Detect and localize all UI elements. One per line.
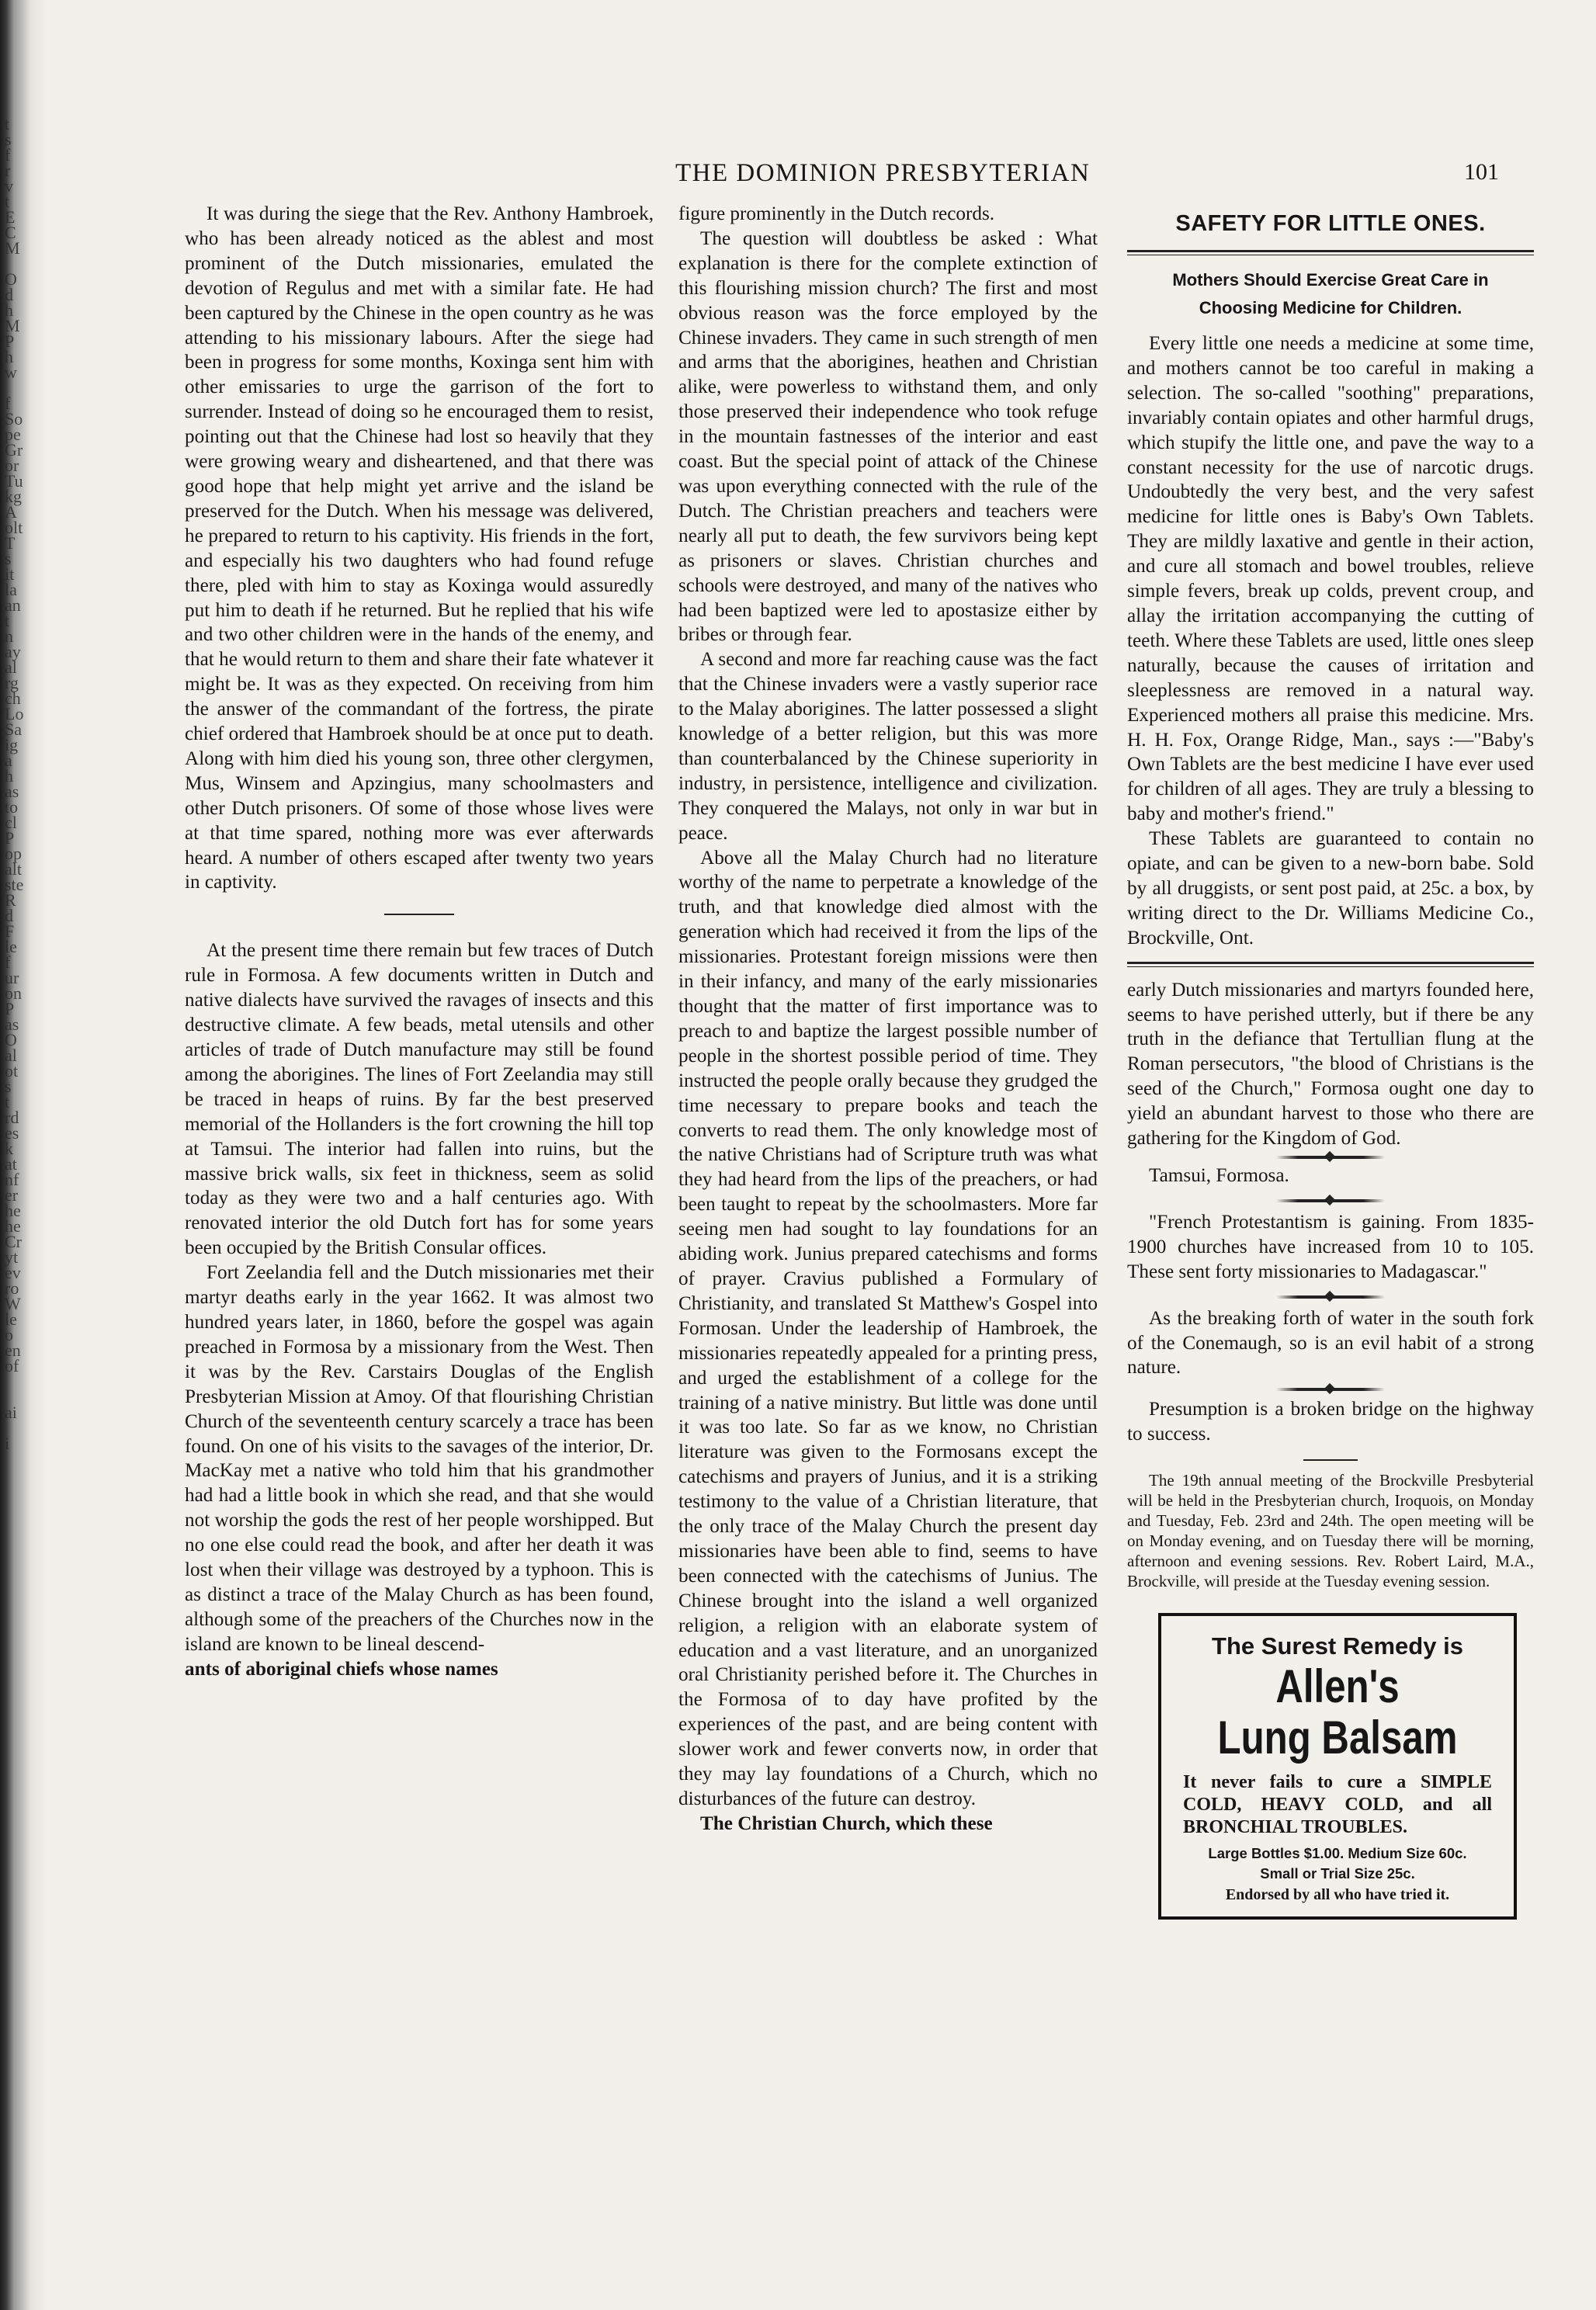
column-1 xyxy=(185,202,654,1682)
page-header xyxy=(0,159,1596,198)
column-2 xyxy=(678,202,1098,1837)
paragraph: Presumption is a broken bridge on the highway to success. xyxy=(1127,1399,1534,1445)
paragraph: Fort Zeelandia fell and the Dutch missionaries met their martyr deaths early in the year 1662. It was almost two hundred years later, in 1860, before the gospel was again preached in Formosa by a missionary from the West. Then it was by the Rev. Carstairs Douglas of the English Presbyterian Mission at Amoy. Of that flourishing Christian Church of the seventeenth century scarcely a trace has been found. On one of his visits to the savages of the interior, Dr. MacKay met a native who told him that his grandmother had had a little book in which she read, and that she would not worship the gods the rest of her people worshipped. But no one else could read the book, and after her death it was lost when their village was destroyed by a typhoon. This is as distinct a trace of the Malay Church as has been found, although some of the preachers of the Churches now in the island are known to be lineal descend- xyxy=(185,1262,654,1655)
column-3 xyxy=(1127,202,1534,1920)
column-last-line: The Christian Church, which these xyxy=(700,1812,993,1834)
paragraph: A second and more far reaching cause was the fact that the Chinese invaders were a vastly superior race to the Malay aborigines. The latter possessed a slight knowledge of a better religion, but this was more than counterbalanced by the Chinese superiority in industry, in persistence, intelligence and civilization. They conquered the Malays, not only in war but in peace. xyxy=(678,649,1098,844)
advertisement-subhead: Mothers Should Exercise Great Care in xyxy=(1172,270,1489,290)
running-title: THE DOMINION PRESBYTERIAN xyxy=(675,159,1091,187)
ornamental-rule xyxy=(1276,1388,1385,1391)
ornamental-rule xyxy=(1276,1156,1385,1159)
paragraph: As the breaking forth of water in the south fork of the Conemaugh, so is an evil habit of a strong nature. xyxy=(1127,1307,1534,1379)
double-rule xyxy=(1127,962,1534,967)
ad-prices: Small or Trial Size 25c. xyxy=(1260,1865,1415,1882)
paragraph: "French Protestantism is gaining. From 1835-1900 churches have increased from 10 to 105. These sent forty missionaries to Madagascar." xyxy=(1127,1211,1534,1282)
ornamental-rule xyxy=(1276,1295,1385,1299)
paragraph: The question will doubtless be asked : What explanation is there for the complete extinction of this flourishing mission church? The first and most obvious reason was the force employed by the Chinese invaders. They came in such strength of men and arms that the aborigines, heathen and Christian alike, were powerless to withstand them, and only those preserved their independence who took refuge in the mountain fastnesses of the interior and east coast. But the special point of attack of the Chinese was upon everything connected with the rule of the Dutch. The Christian preachers and teachers were nearly all put to death, the few survivors being kept as prisoners or slaves. Christian churches and schools were destroyed, and many of the natives who had been baptized were led to apostasize either by bribes or through fear. xyxy=(678,227,1098,646)
meeting-notice: The 19th annual meeting of the Brockville Presbyterial will be held in the Presbyterian church, Iroquois, on Monday and Tuesday, Feb. 23rd and 24th. The open meeting will be on Monday evening, and on Tuesday there will be morning, afternoon and evening sessions. Rev. Robert Laird, M.A., Brockville, will preside at the Tuesday evening session. xyxy=(1127,1471,1534,1591)
signoff: Tamsui, Formosa. xyxy=(1149,1165,1289,1186)
ornamental-rule xyxy=(1276,1199,1385,1202)
column-last-line: ants of aboriginal chiefs whose names xyxy=(185,1658,498,1680)
page-number: 101 xyxy=(1464,159,1499,185)
ad-prices: Large Bottles $1.00. Medium Size 60c. xyxy=(1208,1845,1467,1862)
short-rule xyxy=(1303,1459,1358,1461)
double-rule xyxy=(1127,250,1534,255)
paragraph: It was during the siege that the Rev. Anthony Hambroek, who has been already noticed as the ablest and most prominent of the Dutch missionaries, emulated the devotion of Regulus and met with a similar fate. He had been captured by the Chinese in the open country as he was attending to his missionary labours. After the siege had been in progress for some months, Koxinga sent him with other emissaries to urge the garrison of the fort to surrender. Instead of doing so he encouraged them to resist, pointing out that the Chinese had lost so heavily that they were growing weary and disheartened, and that there was good hope that help might yet arrive and the island be preserved for the Dutch. When his message was delivered, he prepared to return to his captivity. His friends in the fort, and especially his two daughters who had found refuge there, pled with him to stay as Koxinga would assuredly put him to death if he returned. But he replied that his wife and two other children were in the hands of the enemy, and that he would return to them and share their fate whatever it might be. It was as they expected. On receiving from him the answer of the commandant of the fortress, the pirate chief ordered that Hambroek should be at once put to death. Along with him died his young son, three other clergymen, Mus, Winsem and Apzingius, many schoolmasters and other Dutch prisoners. Of some of those whose lives were at that time spared, nothing more was ever afterwards heard. A number of others escaped after twenty two years in captivity. xyxy=(185,203,654,893)
ad-title: Allen's xyxy=(1275,1660,1400,1713)
section-break xyxy=(185,915,654,938)
ad-title: Lung Balsam xyxy=(1217,1712,1458,1764)
advertisement-subhead: Choosing Medicine for Children. xyxy=(1199,298,1462,317)
paragraph: At the present time there remain but few traces of Dutch rule in Formosa. A few documents written in Dutch and native dialects have survived the ravages of insects and this destructive climate. A few beads, metal utensils and other articles of trade of Dutch manufacture may still be found among the aborigines. The lines of Fort Zeelandia may still be traced in heaps of ruins. By far the best preserved memorial of the Hollanders is the fort crowning the hill top at Tamsui. The interior had fallen into ruins, but the massive brick walls, six feet in thickness, seem as solid today as they were two and a half centuries ago. With renovated interior the old Dutch fort has for some years been occupied by the British Consular offices. xyxy=(185,940,654,1259)
ad-tagline: The Surest Remedy is xyxy=(1212,1632,1463,1660)
paragraph: These Tablets are guaranteed to contain no opiate, and can be given to a new-born babe. Sold by all druggists, or sent post paid, at 25c. a box, by writing direct to the Dr. Williams Medicine Co., Brockville, Ont. xyxy=(1127,828,1534,949)
allens-lung-balsam-advertisement xyxy=(1158,1613,1517,1920)
ad-endorsement: Endorsed by all who have tried it. xyxy=(1225,1886,1450,1904)
paragraph: figure prominently in the Dutch records. xyxy=(678,203,995,224)
paragraph: early Dutch missionaries and martyrs founded here, seems to have perished utterly, but if there be any truth in the defiance that Tertullian flung at the Roman persecutors, "the blood of Christians is the seed of the Church," Formosa ought one day to yield an abundant harvest to those who there are gathering for the Kingdom of God. xyxy=(1127,979,1534,1150)
paragraph: Above all the Malay Church had no literature worthy of the name to perpetrate a knowledge of the truth, and that knowledge died almost with the generation which had received it from the lips of the missionaries. Protestant foreign missions were then in their infancy, and many of the early missionaries thought that the matter of first importance was to preach to and baptize the largest possible number of people in the shortest possible period of time. They instructed the people orally because they grudged the time necessary to prepare books and teach the converts to read them. The only knowledge most of the native Christians had of Scripture truth was what they had heard from the lips of the preachers, or had been taught to repeat by the schoolmasters. More far seeing men had sought to lay foundations for an abiding work. Junius prepared catechisms and forms of prayer. Cravius published a Formulary of Christianity, and translated St Matthew's Gospel into Formosan. Under the leadership of Hambroek, the missionaries repeatedly appealed for a printing press, and urged the establishment of a college for the training of a native ministry. But little was done until it was too late. So far as we know, no Christian literature was given to the Formosans except the catechisms and prayers of Junius, and it is a striking testimony to the value of a Christian literature, that the only trace of the Malay Church the present day missionaries have been able to find, seems to have been connected with the catechisms of Junius. The Chinese brought into the island a well organized religion, a religion with an elaborate system of education and a vast literature, and an unorganized oral Christianity perished before it. The Churches in the Formosa of to day have profited by the experiences of the past, and are being content with slower work and fewer converts now, in order that they may lay foundations of a Church, which no disturbances of the future can destroy. xyxy=(678,847,1098,1809)
section-break xyxy=(185,895,654,914)
paragraph: Every little one needs a medicine at some time, and mothers cannot be too careful in making a selection. The so-called "soothing" preparations, invariably contain opiates and other harmful drugs, which stupify the little one, and pave the way to a constant necessity for the use of narcotic drugs. Undoubtedly the very best, and the very safest medicine for little ones is Baby's Own Tablets. They are mildly laxative and gentle in their action, and cure all stomach and bowel troubles, relieve simple fevers, break up colds, prevent croup, and allay the irritation accompanying the cutting of teeth. Where these Tablets are used, little ones sleep naturally, because the causes of irritation and sleeplessness are removed in a natural way. Experienced mothers all praise this medicine. Mrs. H. H. Fox, Orange Ridge, Man., says :—"Baby's Own Tablets are the best medicine I have ever used for children of all ages. They are truly a blessing to baby and mother's friend." xyxy=(1127,333,1534,825)
facing-page-fragments: t s f r v t E C M O d h M P h w f So pe Gr or Tu kg A olt T s it la an t n ay al rg ch Lo Sa ig a h as to cl P op alt ste R d F le f ur on P as O al ot s t rd es k at nf er he he Cr yt ev ro W le o en of ai i xyxy=(5,116,24,1453)
advertisement-headline: SAFETY FOR LITTLE ONES. xyxy=(1175,211,1486,236)
ad-body: It never fails to cure a SIMPLE COLD, HEAVY COLD, and all BRONCHIAL TROUBLES. xyxy=(1183,1772,1492,1838)
